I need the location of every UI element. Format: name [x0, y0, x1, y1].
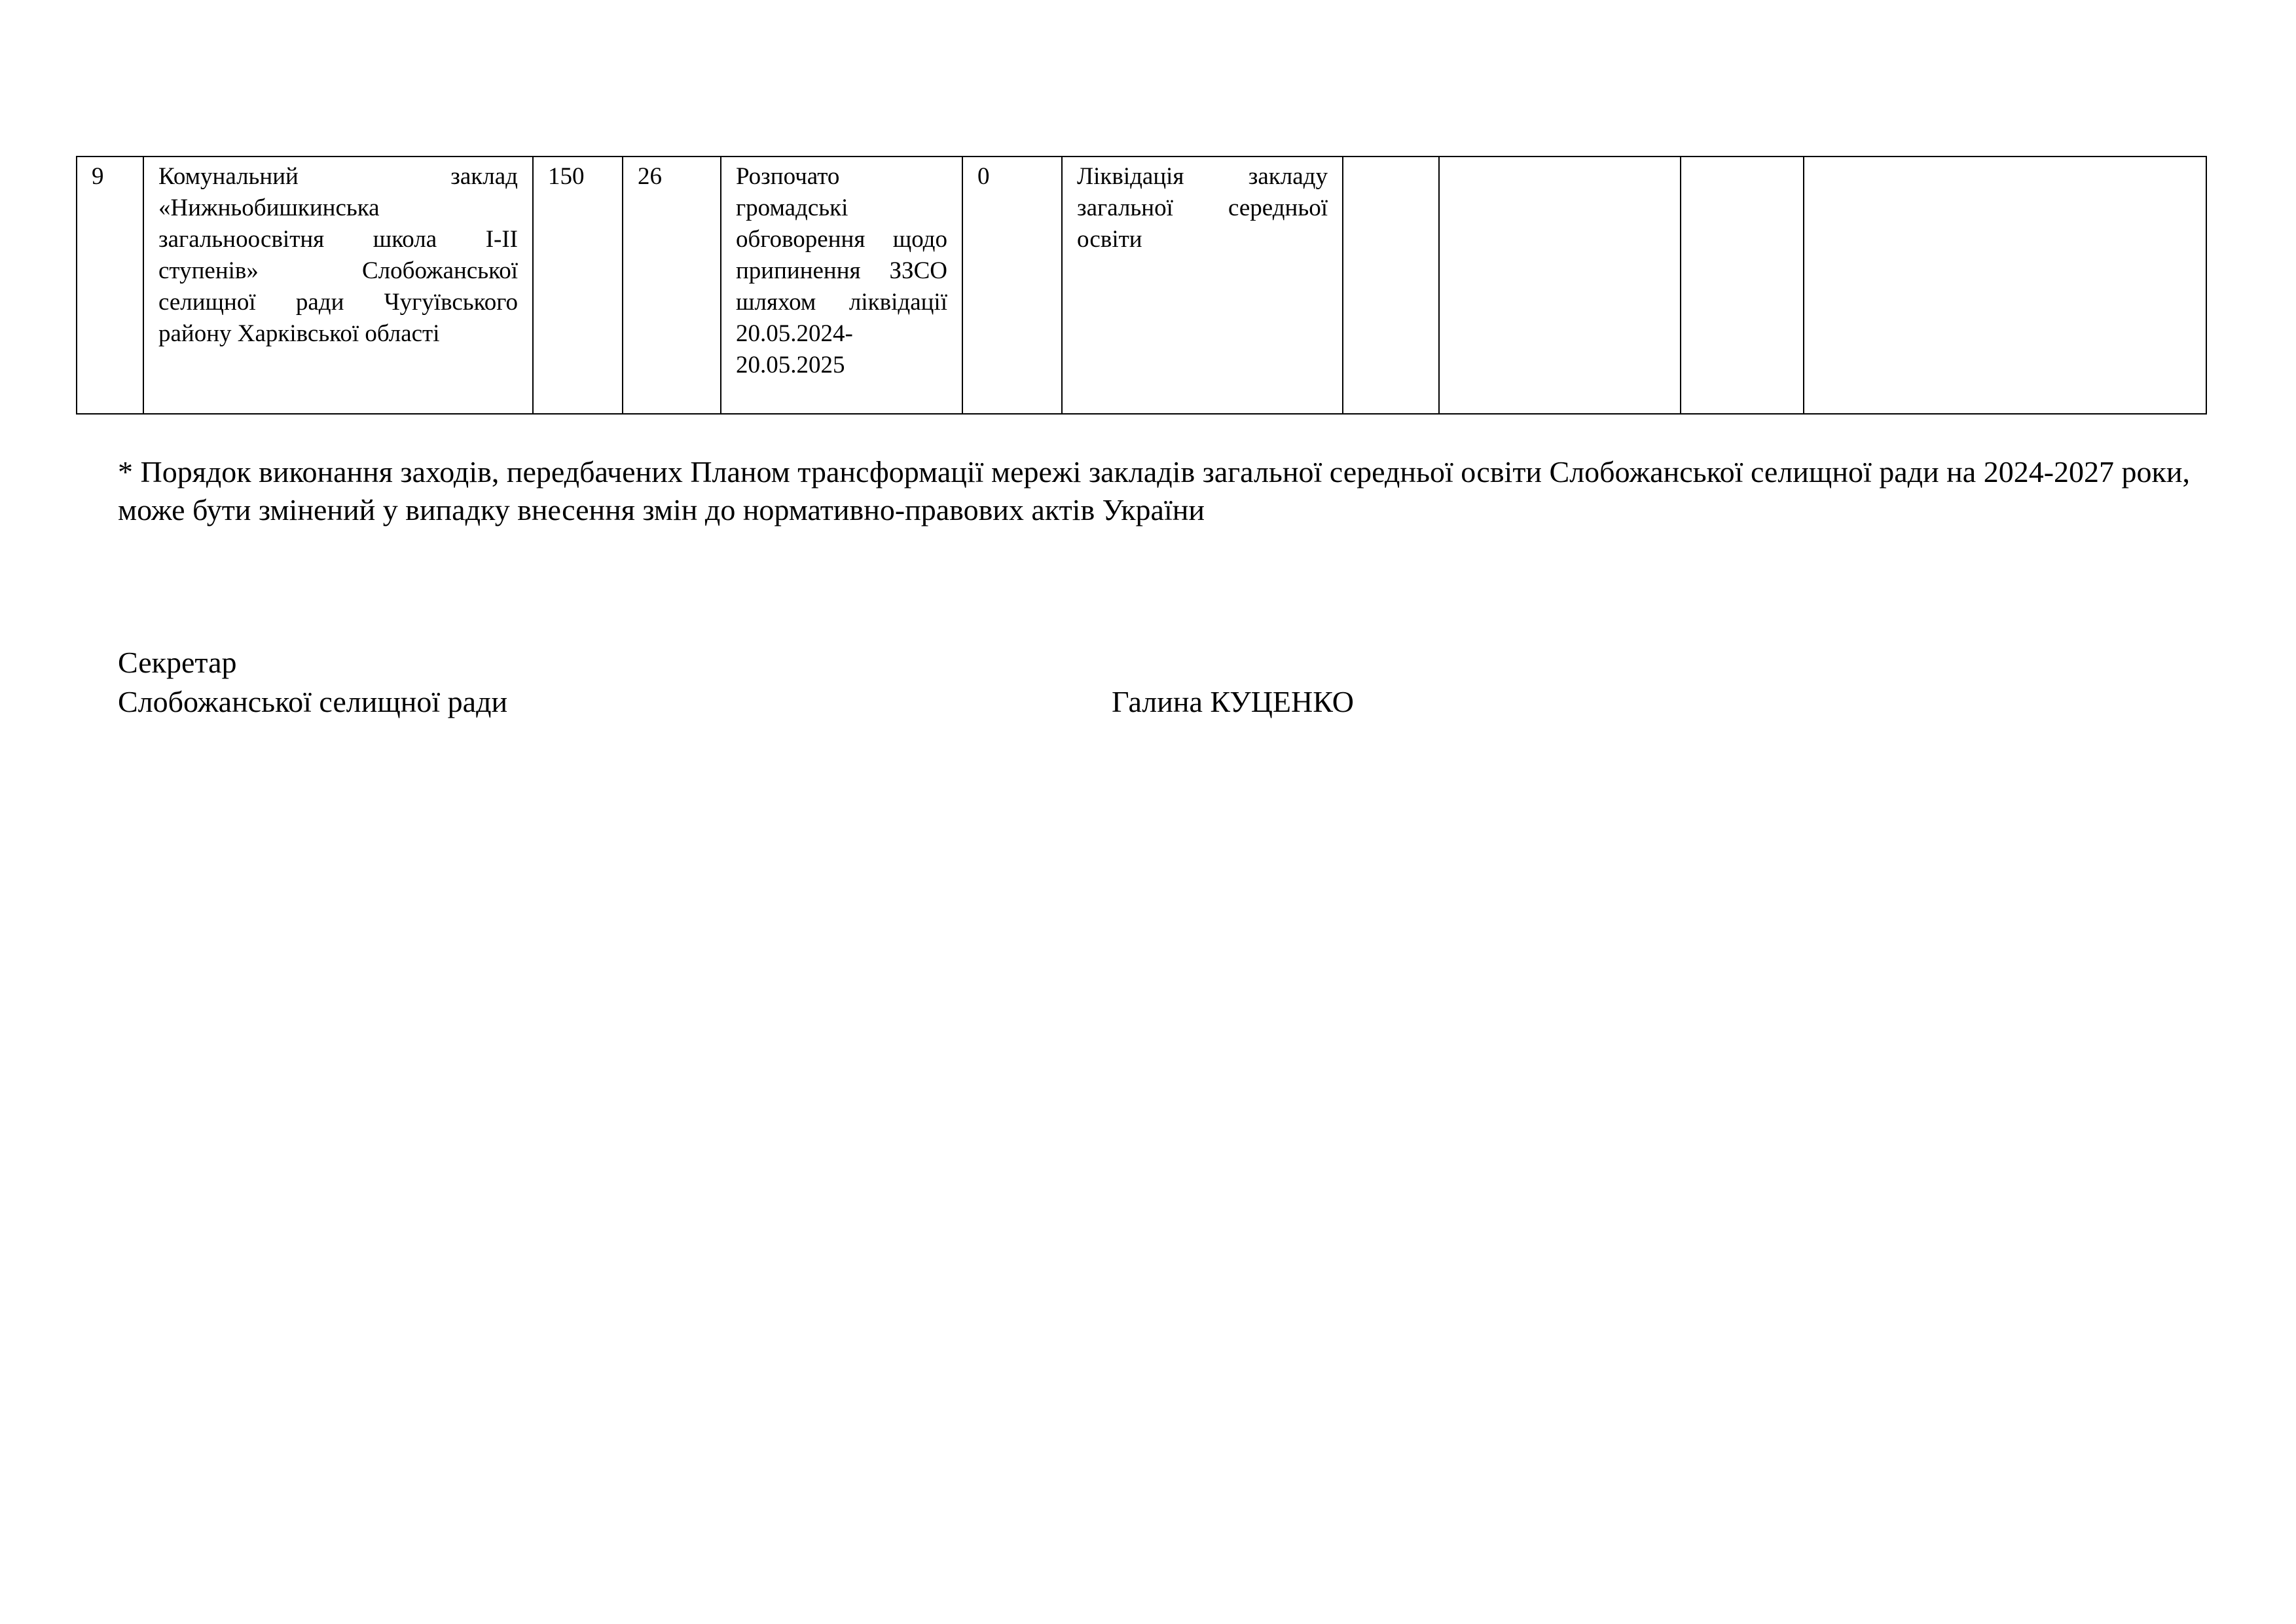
institution-cell: Комунальний заклад «Нижньобишкинська загальноосвітня школа І-ІІ ступенів» Слобожанської селищної ради Чугуївського району Харківської області [143, 157, 533, 414]
value-b-cell: 26 [623, 157, 721, 414]
signer-position-line1: Секретар [118, 646, 237, 679]
signer-position-line2: Слобожанської селищної ради [118, 685, 508, 718]
value-c-cell: 0 [962, 157, 1062, 414]
empty-cell [1439, 157, 1681, 414]
footnote-text: * Порядок виконання заходів, передбачених Планом трансформації мережі закладів загальної середньої освіти Слобожанської селищної ради на 2024-2027 роки, може бути змінений у випадку внесення змін до нормативно-правових актів України [118, 455, 2190, 526]
empty-cell [1681, 157, 1804, 414]
table-row [77, 157, 2206, 414]
signature-block [118, 643, 507, 722]
signer-name: Галина КУЦЕНКО [1112, 685, 1354, 718]
value-a-cell: 150 [533, 157, 623, 414]
measure-cell: Ліквідація закладу загальної середньої освіти [1062, 157, 1343, 414]
empty-cell [1343, 157, 1439, 414]
plan-table [76, 156, 2207, 415]
status-cell: Розпочато громадські обговорення щодо припинення ЗЗСО шляхом ліквідації 20.05.2024-20.05.2025 [721, 157, 962, 414]
footnote [118, 453, 2206, 529]
row-number-cell: 9 [77, 157, 143, 414]
empty-cell [1804, 157, 2206, 414]
